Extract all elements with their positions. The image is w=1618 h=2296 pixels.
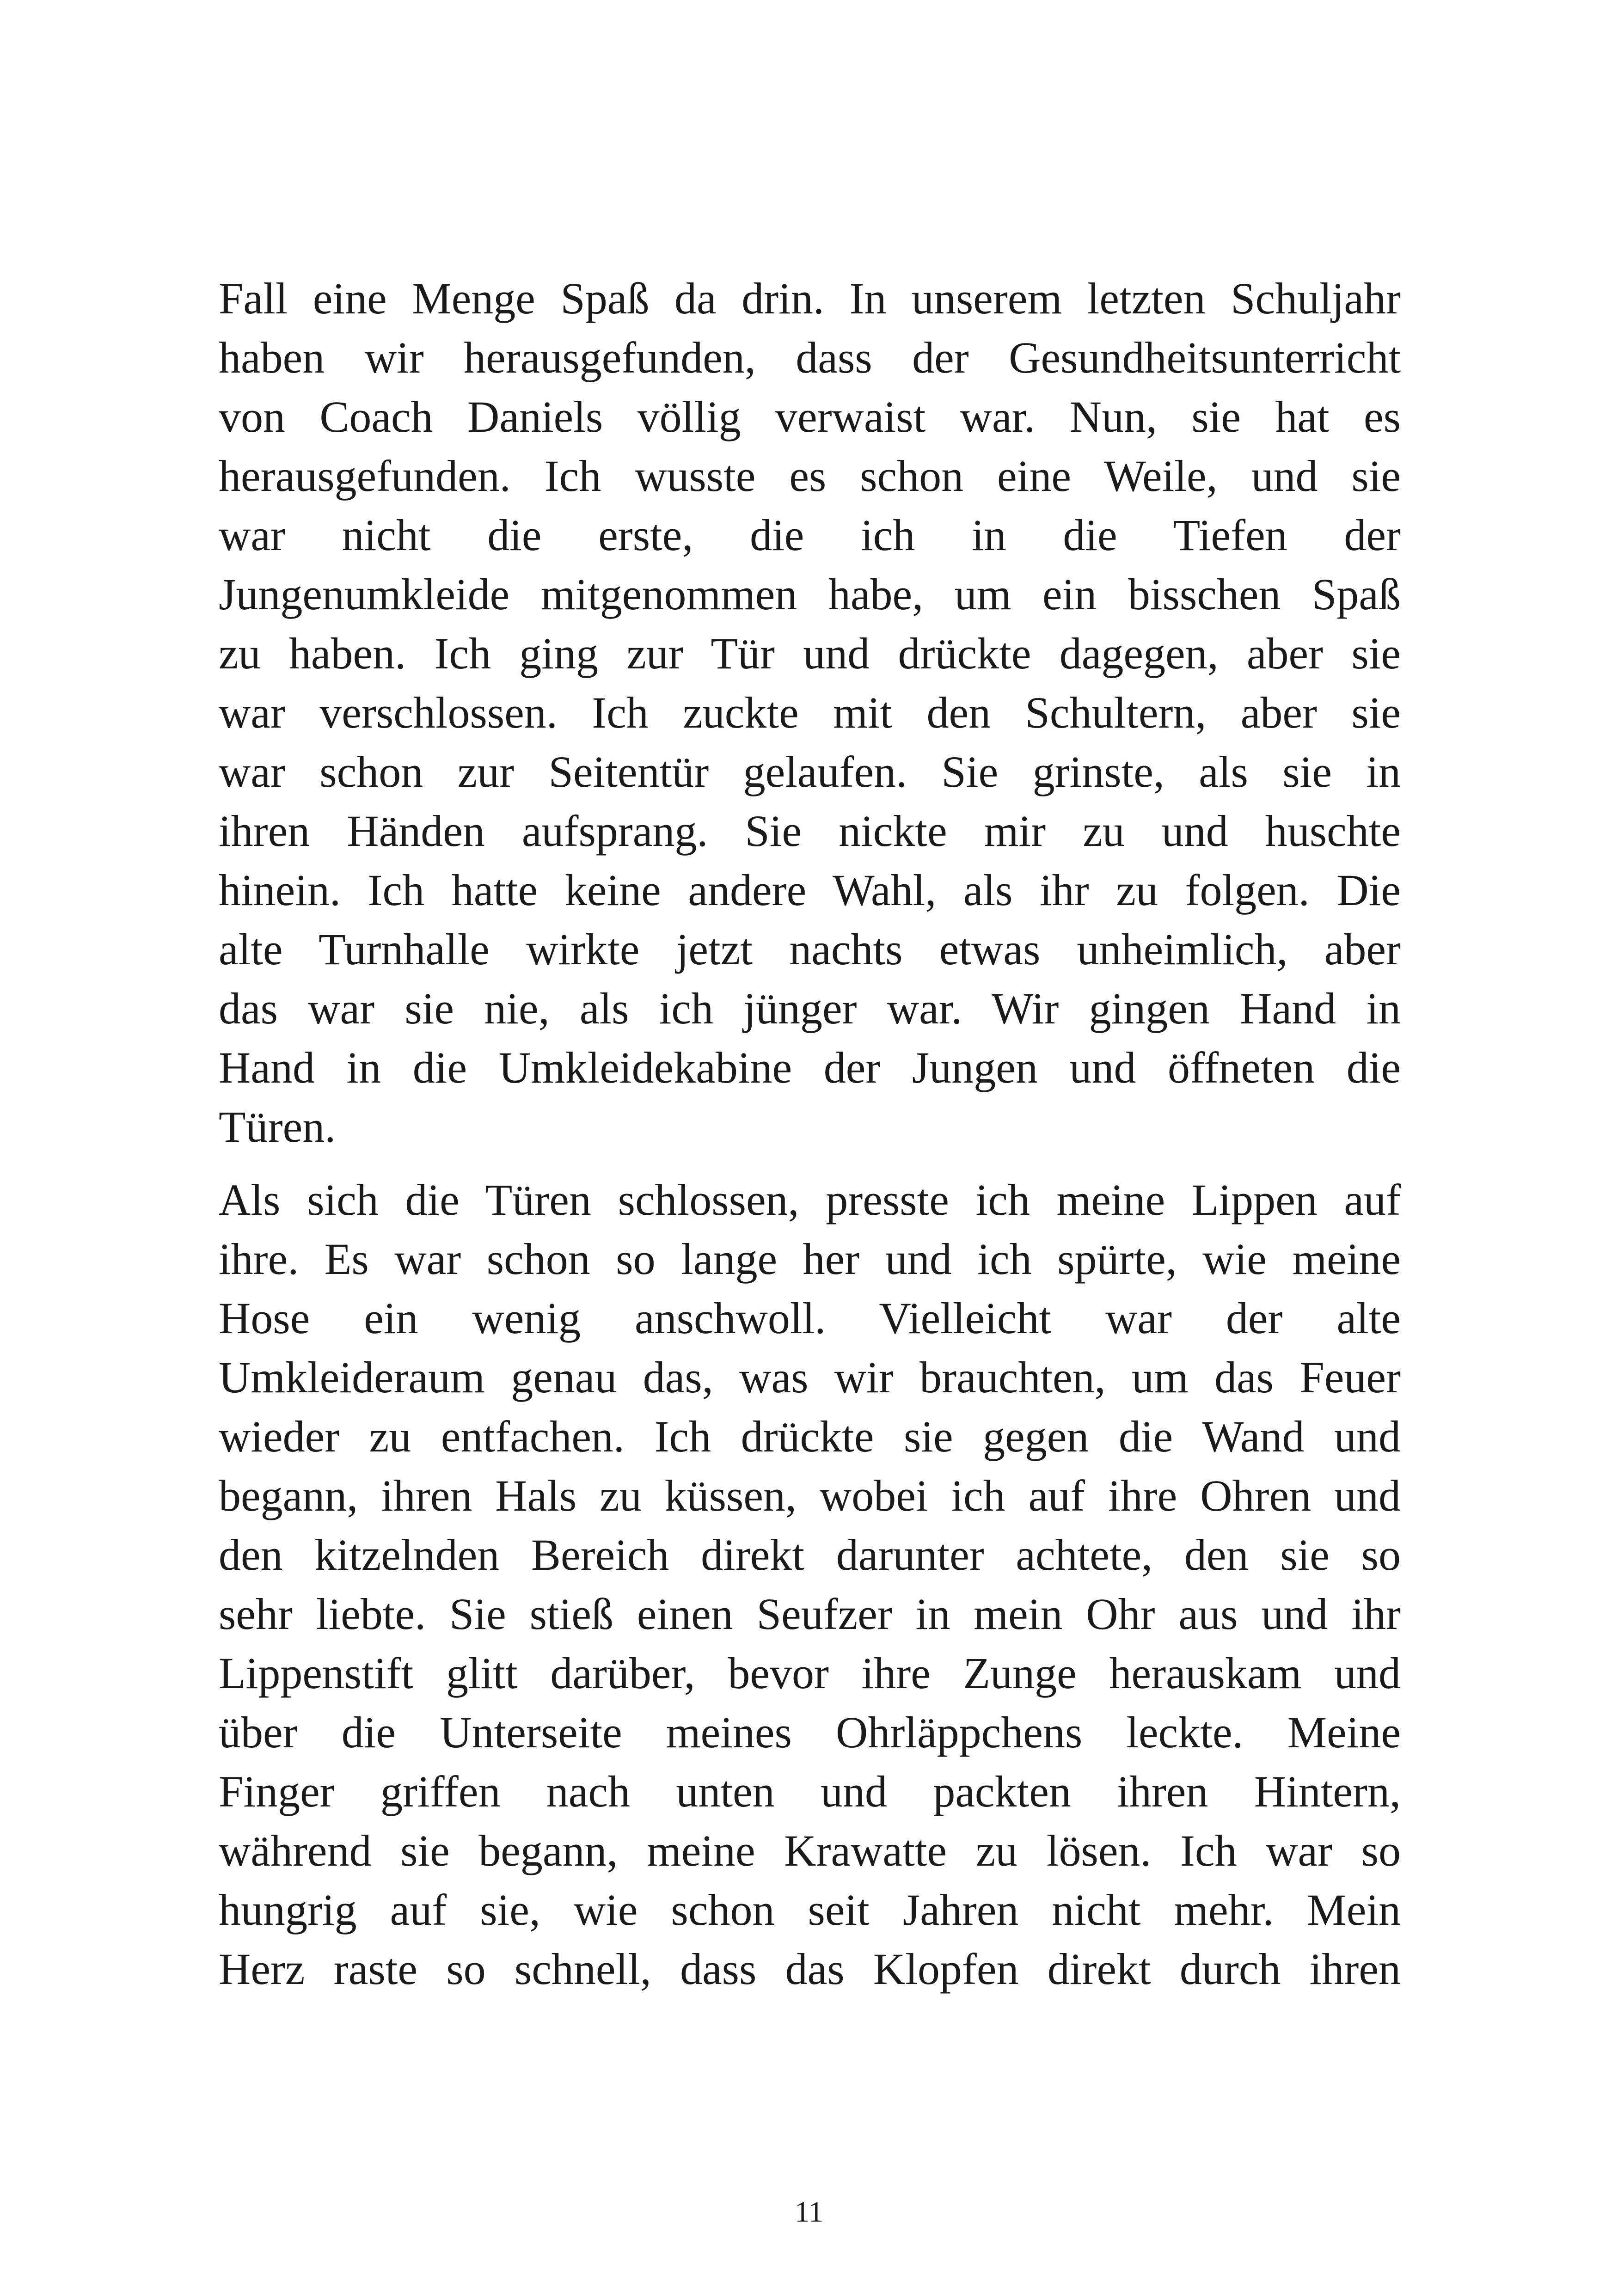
text-line: Hand in die Umkleidekabine der Jungen und öffneten die — [219, 1043, 1401, 1092]
text-line: zu haben. Ich ging zur Tür und drückte dagegen, aber sie — [219, 629, 1401, 678]
text-line: herausgefunden. Ich wusste es schon eine Weile, und sie — [219, 451, 1401, 501]
text-line: Als sich die Türen schlossen, presste ich meine Lippen auf — [219, 1175, 1401, 1225]
text-line: begann, ihren Hals zu küssen, wobei ich auf ihre Ohren und — [219, 1471, 1401, 1520]
text-line: alte Turnhalle wirkte jetzt nachts etwas unheimlich, aber — [219, 925, 1401, 974]
text-line: ihren Händen aufsprang. Sie nickte mir zu und huschte — [219, 806, 1401, 856]
paragraph-1 — [219, 269, 1401, 1157]
text-line: ihre. Es war schon so lange her und ich spürte, wie meine — [219, 1234, 1401, 1284]
text-line: Lippenstift glitt darüber, bevor ihre Zunge herauskam und — [219, 1648, 1401, 1698]
text-line: haben wir herausgefunden, dass der Gesundheitsunterricht — [219, 333, 1401, 382]
text-line: Hose ein wenig anschwoll. Vielleicht war der alte — [219, 1293, 1401, 1343]
text-line: über die Unterseite meines Ohrläppchens leckte. Meine — [219, 1708, 1401, 1757]
page-number: 11 — [795, 2195, 823, 2228]
text-line: Herz raste so schnell, dass das Klopfen direkt durch ihren — [219, 1944, 1401, 1994]
text-line: Türen. — [219, 1102, 336, 1151]
text-line: war verschlossen. Ich zuckte mit den Schultern, aber sie — [219, 688, 1401, 737]
text-line: während sie begann, meine Krawatte zu lösen. Ich war so — [219, 1826, 1401, 1875]
text-line: Finger griffen nach unten und packten ihren Hintern, — [219, 1767, 1401, 1816]
text-line: das war sie nie, als ich jünger war. Wir gingen Hand in — [219, 984, 1401, 1033]
text-line: sehr liebte. Sie stieß einen Seufzer in mein Ohr aus und ihr — [219, 1589, 1401, 1639]
body-text — [219, 269, 1401, 1999]
text-line: Jungenumkleide mitgenommen habe, um ein bisschen Spaß — [219, 569, 1401, 619]
text-line: Umkleideraum genau das, was wir brauchten, um das Feuer — [219, 1353, 1401, 1402]
text-line: den kitzelnden Bereich direkt darunter achtete, den sie so — [219, 1530, 1401, 1580]
text-line: war schon zur Seitentür gelaufen. Sie grinste, als sie in — [219, 747, 1401, 796]
text-line: wieder zu entfachen. Ich drückte sie gegen die Wand und — [219, 1412, 1401, 1461]
text-line: hungrig auf sie, wie schon seit Jahren nicht mehr. Mein — [219, 1885, 1401, 1935]
paragraph-2 — [219, 1170, 1401, 1999]
text-line: von Coach Daniels völlig verwaist war. Nun, sie hat es — [219, 392, 1401, 441]
text-line: hinein. Ich hatte keine andere Wahl, als ihr zu folgen. Die — [219, 865, 1401, 915]
text-line: war nicht die erste, die ich in die Tiefen der — [219, 510, 1401, 560]
text-line: Fall eine Menge Spaß da drin. In unserem letzten Schuljahr — [219, 274, 1401, 323]
